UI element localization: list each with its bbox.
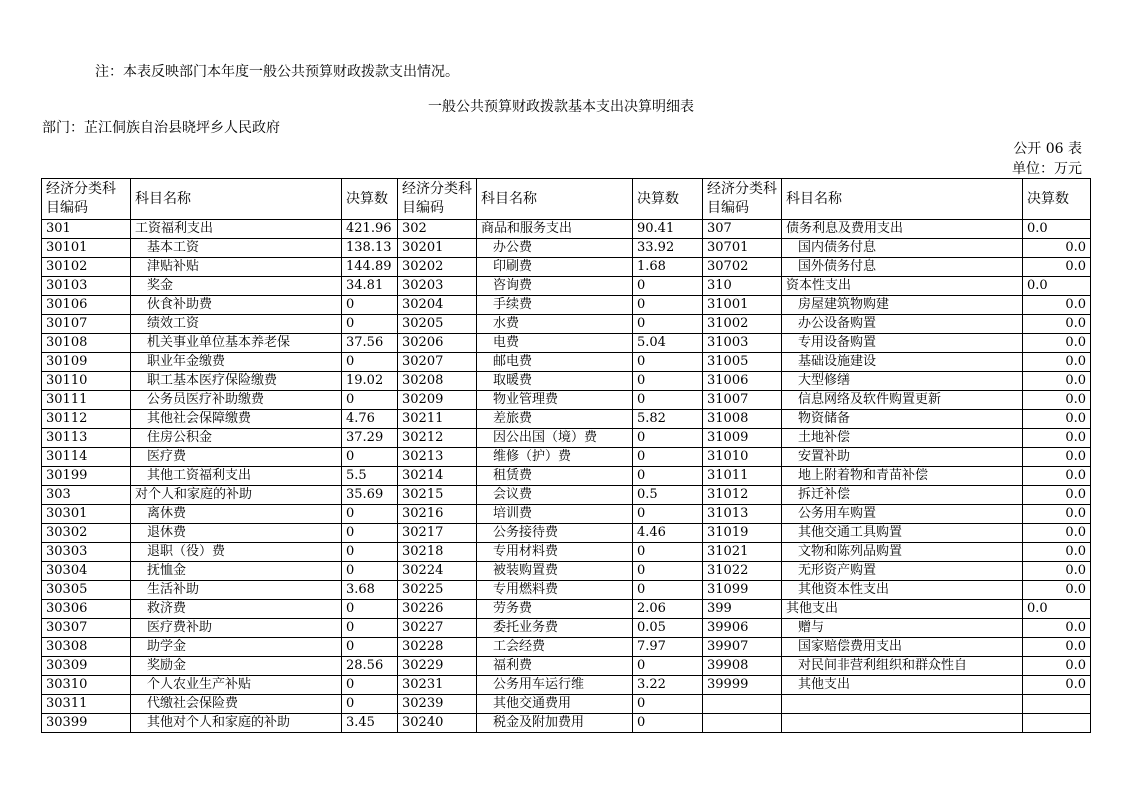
name-cell: 房屋建筑物购建 (782, 296, 1023, 315)
table-row (42, 581, 1091, 600)
amount-cell (1023, 714, 1091, 733)
name-cell: 土地补偿 (782, 429, 1023, 448)
name-cell: 其他交通工具购置 (782, 524, 1023, 543)
amount-cell: 0.0 (1023, 239, 1091, 258)
name-cell: 住房公积金 (131, 429, 342, 448)
code-cell: 30240 (398, 714, 477, 733)
header-code-1: 经济分类科目编码 (42, 179, 131, 220)
name-cell: 基础设施建设 (782, 353, 1023, 372)
table-row (42, 657, 1091, 676)
name-cell: 取暖费 (477, 372, 633, 391)
table-row (42, 239, 1091, 258)
code-cell: 39999 (703, 676, 782, 695)
name-cell: 公务员医疗补助缴费 (131, 391, 342, 410)
code-cell: 30302 (42, 524, 131, 543)
name-cell: 其他支出 (782, 600, 1023, 619)
code-cell: 302 (398, 220, 477, 239)
name-cell: 抚恤金 (131, 562, 342, 581)
name-cell: 绩效工资 (131, 315, 342, 334)
table-row (42, 505, 1091, 524)
code-cell: 30208 (398, 372, 477, 391)
amount-cell: 1.68 (633, 258, 703, 277)
name-cell: 离休费 (131, 505, 342, 524)
code-cell: 310 (703, 277, 782, 296)
amount-cell: 0.05 (633, 619, 703, 638)
table-row (42, 391, 1091, 410)
code-cell: 30311 (42, 695, 131, 714)
amount-cell: 0 (342, 619, 398, 638)
code-cell: 30217 (398, 524, 477, 543)
table-row (42, 220, 1091, 239)
name-cell: 办公设备购置 (782, 315, 1023, 334)
code-cell: 30201 (398, 239, 477, 258)
table-row (42, 277, 1091, 296)
code-cell: 31099 (703, 581, 782, 600)
name-cell: 奖金 (131, 277, 342, 296)
code-cell: 30229 (398, 657, 477, 676)
amount-cell: 0.0 (1023, 448, 1091, 467)
code-cell: 301 (42, 220, 131, 239)
header-amount-3: 决算数 (1023, 179, 1091, 220)
amount-cell: 0 (342, 562, 398, 581)
code-cell: 31019 (703, 524, 782, 543)
amount-cell: 0.0 (1023, 467, 1091, 486)
amount-cell: 0.0 (1023, 638, 1091, 657)
header-amount-1: 决算数 (342, 179, 398, 220)
amount-cell: 33.92 (633, 239, 703, 258)
table-row (42, 676, 1091, 695)
footnote: 注：本表反映部门本年度一般公共预算财政拨款支出情况。 (95, 64, 459, 80)
code-cell: 307 (703, 220, 782, 239)
name-cell: 物业管理费 (477, 391, 633, 410)
amount-cell: 0 (633, 391, 703, 410)
table-row (42, 467, 1091, 486)
code-cell: 30215 (398, 486, 477, 505)
name-cell: 公务用车运行维 (477, 676, 633, 695)
unit-label: 单位：万元 (1012, 161, 1082, 177)
table-row (42, 619, 1091, 638)
code-cell: 30111 (42, 391, 131, 410)
amount-cell: 0 (633, 277, 703, 296)
expenditure-table (41, 178, 1091, 733)
amount-cell: 0 (633, 296, 703, 315)
name-cell: 拆迁补偿 (782, 486, 1023, 505)
code-cell: 30102 (42, 258, 131, 277)
code-cell: 30231 (398, 676, 477, 695)
table-row (42, 353, 1091, 372)
name-cell: 其他对个人和家庭的补助 (131, 714, 342, 733)
amount-cell: 0 (342, 543, 398, 562)
amount-cell: 0 (633, 353, 703, 372)
table-row (42, 524, 1091, 543)
table-code: 公开 06 表 (1013, 141, 1082, 157)
name-cell: 差旅费 (477, 410, 633, 429)
name-cell: 手续费 (477, 296, 633, 315)
name-cell: 奖励金 (131, 657, 342, 676)
amount-cell: 0 (342, 353, 398, 372)
name-cell: 代缴社会保险费 (131, 695, 342, 714)
amount-cell: 0.0 (1023, 676, 1091, 695)
amount-cell: 0.0 (1023, 372, 1091, 391)
code-cell: 31013 (703, 505, 782, 524)
amount-cell: 0 (342, 391, 398, 410)
amount-cell (1023, 695, 1091, 714)
table-row (42, 543, 1091, 562)
code-cell: 30212 (398, 429, 477, 448)
table-body (42, 220, 1091, 733)
name-cell: 租赁费 (477, 467, 633, 486)
amount-cell: 5.04 (633, 334, 703, 353)
name-cell: 培训费 (477, 505, 633, 524)
amount-cell: 0.0 (1023, 486, 1091, 505)
name-cell: 个人农业生产补贴 (131, 676, 342, 695)
amount-cell: 0 (342, 695, 398, 714)
header-code-2: 经济分类科目编码 (398, 179, 477, 220)
amount-cell: 0.0 (1023, 581, 1091, 600)
header-name-2: 科目名称 (477, 179, 633, 220)
code-cell: 31021 (703, 543, 782, 562)
table-row (42, 410, 1091, 429)
name-cell: 退休费 (131, 524, 342, 543)
amount-cell: 138.13 (342, 239, 398, 258)
code-cell: 31009 (703, 429, 782, 448)
name-cell: 商品和服务支出 (477, 220, 633, 239)
amount-cell: 28.56 (342, 657, 398, 676)
name-cell: 对民间非营利组织和群众性自 (782, 657, 1023, 676)
table-row (42, 258, 1091, 277)
code-cell: 39906 (703, 619, 782, 638)
amount-cell: 34.81 (342, 277, 398, 296)
amount-cell: 0.0 (1023, 505, 1091, 524)
amount-cell: 144.89 (342, 258, 398, 277)
name-cell: 电费 (477, 334, 633, 353)
amount-cell: 0.0 (1023, 315, 1091, 334)
name-cell: 其他工资福利支出 (131, 467, 342, 486)
name-cell: 劳务费 (477, 600, 633, 619)
amount-cell: 3.68 (342, 581, 398, 600)
amount-cell: 0 (342, 448, 398, 467)
code-cell: 30113 (42, 429, 131, 448)
code-cell: 30101 (42, 239, 131, 258)
code-cell: 30228 (398, 638, 477, 657)
amount-cell: 0 (342, 600, 398, 619)
name-cell: 公务接待费 (477, 524, 633, 543)
code-cell: 30203 (398, 277, 477, 296)
code-cell: 31011 (703, 467, 782, 486)
code-cell: 30226 (398, 600, 477, 619)
code-cell: 30204 (398, 296, 477, 315)
code-cell: 30218 (398, 543, 477, 562)
code-cell: 30301 (42, 505, 131, 524)
name-cell: 大型修缮 (782, 372, 1023, 391)
table-row (42, 695, 1091, 714)
code-cell: 30103 (42, 277, 131, 296)
name-cell: 医疗费 (131, 448, 342, 467)
amount-cell: 0 (342, 315, 398, 334)
name-cell: 无形资产购置 (782, 562, 1023, 581)
amount-cell: 0 (342, 638, 398, 657)
code-cell: 399 (703, 600, 782, 619)
table-row (42, 638, 1091, 657)
name-cell: 物资储备 (782, 410, 1023, 429)
name-cell: 退职（役）费 (131, 543, 342, 562)
amount-cell: 0 (342, 296, 398, 315)
code-cell: 31003 (703, 334, 782, 353)
table-row (42, 600, 1091, 619)
amount-cell: 3.22 (633, 676, 703, 695)
code-cell: 30304 (42, 562, 131, 581)
name-cell: 办公费 (477, 239, 633, 258)
name-cell: 安置补助 (782, 448, 1023, 467)
name-cell (782, 695, 1023, 714)
name-cell: 公务用车购置 (782, 505, 1023, 524)
code-cell: 30205 (398, 315, 477, 334)
name-cell: 维修（护）费 (477, 448, 633, 467)
amount-cell: 0 (342, 676, 398, 695)
name-cell: 职工基本医疗保险缴费 (131, 372, 342, 391)
name-cell: 印刷费 (477, 258, 633, 277)
name-cell: 伙食补助费 (131, 296, 342, 315)
name-cell: 救济费 (131, 600, 342, 619)
amount-cell: 0.0 (1023, 277, 1091, 296)
name-cell: 地上附着物和青苗补偿 (782, 467, 1023, 486)
amount-cell: 0 (633, 562, 703, 581)
code-cell: 30108 (42, 334, 131, 353)
name-cell: 专用设备购置 (782, 334, 1023, 353)
code-cell: 30202 (398, 258, 477, 277)
table-row (42, 296, 1091, 315)
amount-cell: 5.82 (633, 410, 703, 429)
code-cell: 30224 (398, 562, 477, 581)
amount-cell: 4.76 (342, 410, 398, 429)
name-cell: 邮电费 (477, 353, 633, 372)
amount-cell: 0.0 (1023, 543, 1091, 562)
name-cell: 机关事业单位基本养老保 (131, 334, 342, 353)
amount-cell: 3.45 (342, 714, 398, 733)
amount-cell: 0 (633, 695, 703, 714)
name-cell: 其他社会保障缴费 (131, 410, 342, 429)
code-cell: 30214 (398, 467, 477, 486)
name-cell: 津贴补贴 (131, 258, 342, 277)
name-cell: 债务利息及费用支出 (782, 220, 1023, 239)
name-cell: 基本工资 (131, 239, 342, 258)
code-cell: 30310 (42, 676, 131, 695)
header-name-1: 科目名称 (131, 179, 342, 220)
header-name-3: 科目名称 (782, 179, 1023, 220)
code-cell: 31001 (703, 296, 782, 315)
amount-cell: 0.0 (1023, 391, 1091, 410)
name-cell: 信息网络及软件购置更新 (782, 391, 1023, 410)
amount-cell: 4.46 (633, 524, 703, 543)
code-cell: 30106 (42, 296, 131, 315)
amount-cell: 0.0 (1023, 220, 1091, 239)
code-cell: 30112 (42, 410, 131, 429)
amount-cell: 35.69 (342, 486, 398, 505)
amount-cell: 0 (633, 505, 703, 524)
code-cell: 30213 (398, 448, 477, 467)
code-cell: 39908 (703, 657, 782, 676)
amount-cell: 0 (633, 372, 703, 391)
name-cell: 国内债务付息 (782, 239, 1023, 258)
header-code-3: 经济分类科目编码 (703, 179, 782, 220)
name-cell: 助学金 (131, 638, 342, 657)
amount-cell: 0 (342, 524, 398, 543)
header-amount-2: 决算数 (633, 179, 703, 220)
name-cell (782, 714, 1023, 733)
code-cell: 30227 (398, 619, 477, 638)
amount-cell: 0 (633, 315, 703, 334)
code-cell: 31008 (703, 410, 782, 429)
name-cell: 会议费 (477, 486, 633, 505)
name-cell: 医疗费补助 (131, 619, 342, 638)
code-cell: 30308 (42, 638, 131, 657)
code-cell: 30701 (703, 239, 782, 258)
name-cell: 职业年金缴费 (131, 353, 342, 372)
amount-cell: 19.02 (342, 372, 398, 391)
code-cell: 31007 (703, 391, 782, 410)
name-cell: 对个人和家庭的补助 (131, 486, 342, 505)
name-cell: 水费 (477, 315, 633, 334)
code-cell: 31022 (703, 562, 782, 581)
amount-cell: 0.0 (1023, 296, 1091, 315)
table-row (42, 334, 1091, 353)
table-row (42, 315, 1091, 334)
amount-cell: 0.0 (1023, 657, 1091, 676)
code-cell: 31010 (703, 448, 782, 467)
table-header-row (42, 179, 1091, 220)
amount-cell: 90.41 (633, 220, 703, 239)
code-cell: 30207 (398, 353, 477, 372)
name-cell: 被装购置费 (477, 562, 633, 581)
amount-cell: 0.0 (1023, 258, 1091, 277)
code-cell: 30225 (398, 581, 477, 600)
name-cell: 赠与 (782, 619, 1023, 638)
code-cell: 30109 (42, 353, 131, 372)
table-row (42, 372, 1091, 391)
table-row (42, 562, 1091, 581)
code-cell: 31002 (703, 315, 782, 334)
amount-cell: 0 (633, 581, 703, 600)
code-cell: 30307 (42, 619, 131, 638)
amount-cell: 0.0 (1023, 410, 1091, 429)
code-cell: 30702 (703, 258, 782, 277)
amount-cell: 0.0 (1023, 353, 1091, 372)
department-label: 部门：芷江侗族自治县晓坪乡人民政府 (42, 120, 280, 136)
code-cell: 30216 (398, 505, 477, 524)
code-cell (703, 714, 782, 733)
code-cell: 31006 (703, 372, 782, 391)
table-row (42, 429, 1091, 448)
name-cell: 福利费 (477, 657, 633, 676)
name-cell: 国家赔偿费用支出 (782, 638, 1023, 657)
name-cell: 工资福利支出 (131, 220, 342, 239)
name-cell: 咨询费 (477, 277, 633, 296)
code-cell: 30114 (42, 448, 131, 467)
amount-cell: 0.0 (1023, 429, 1091, 448)
table-row (42, 486, 1091, 505)
code-cell: 31005 (703, 353, 782, 372)
name-cell: 专用燃料费 (477, 581, 633, 600)
amount-cell: 0 (633, 467, 703, 486)
code-cell: 30199 (42, 467, 131, 486)
amount-cell: 0 (633, 714, 703, 733)
code-cell: 303 (42, 486, 131, 505)
name-cell: 文物和陈列品购置 (782, 543, 1023, 562)
code-cell: 30305 (42, 581, 131, 600)
code-cell: 30107 (42, 315, 131, 334)
code-cell: 30209 (398, 391, 477, 410)
amount-cell: 37.56 (342, 334, 398, 353)
table-title: 一般公共预算财政拨款基本支出决算明细表 (428, 99, 694, 115)
name-cell: 其他支出 (782, 676, 1023, 695)
code-cell: 30211 (398, 410, 477, 429)
name-cell: 生活补助 (131, 581, 342, 600)
amount-cell: 7.97 (633, 638, 703, 657)
amount-cell: 0.5 (633, 486, 703, 505)
amount-cell: 0.0 (1023, 600, 1091, 619)
code-cell: 30303 (42, 543, 131, 562)
table-row (42, 448, 1091, 467)
name-cell: 资本性支出 (782, 277, 1023, 296)
code-cell: 30206 (398, 334, 477, 353)
amount-cell: 0.0 (1023, 619, 1091, 638)
amount-cell: 421.96 (342, 220, 398, 239)
name-cell: 其他资本性支出 (782, 581, 1023, 600)
amount-cell: 0 (633, 657, 703, 676)
amount-cell: 5.5 (342, 467, 398, 486)
amount-cell: 0 (633, 543, 703, 562)
name-cell: 工会经费 (477, 638, 633, 657)
code-cell: 39907 (703, 638, 782, 657)
amount-cell: 0 (633, 448, 703, 467)
code-cell: 30399 (42, 714, 131, 733)
code-cell: 30110 (42, 372, 131, 391)
code-cell: 30239 (398, 695, 477, 714)
name-cell: 委托业务费 (477, 619, 633, 638)
name-cell: 专用材料费 (477, 543, 633, 562)
amount-cell: 0.0 (1023, 524, 1091, 543)
amount-cell: 0 (342, 505, 398, 524)
amount-cell: 37.29 (342, 429, 398, 448)
amount-cell: 0.0 (1023, 334, 1091, 353)
name-cell: 其他交通费用 (477, 695, 633, 714)
code-cell: 31012 (703, 486, 782, 505)
table-row (42, 714, 1091, 733)
code-cell (703, 695, 782, 714)
code-cell: 30309 (42, 657, 131, 676)
amount-cell: 0 (633, 429, 703, 448)
name-cell: 税金及附加费用 (477, 714, 633, 733)
amount-cell: 2.06 (633, 600, 703, 619)
name-cell: 因公出国（境）费 (477, 429, 633, 448)
amount-cell: 0.0 (1023, 562, 1091, 581)
code-cell: 30306 (42, 600, 131, 619)
name-cell: 国外债务付息 (782, 258, 1023, 277)
